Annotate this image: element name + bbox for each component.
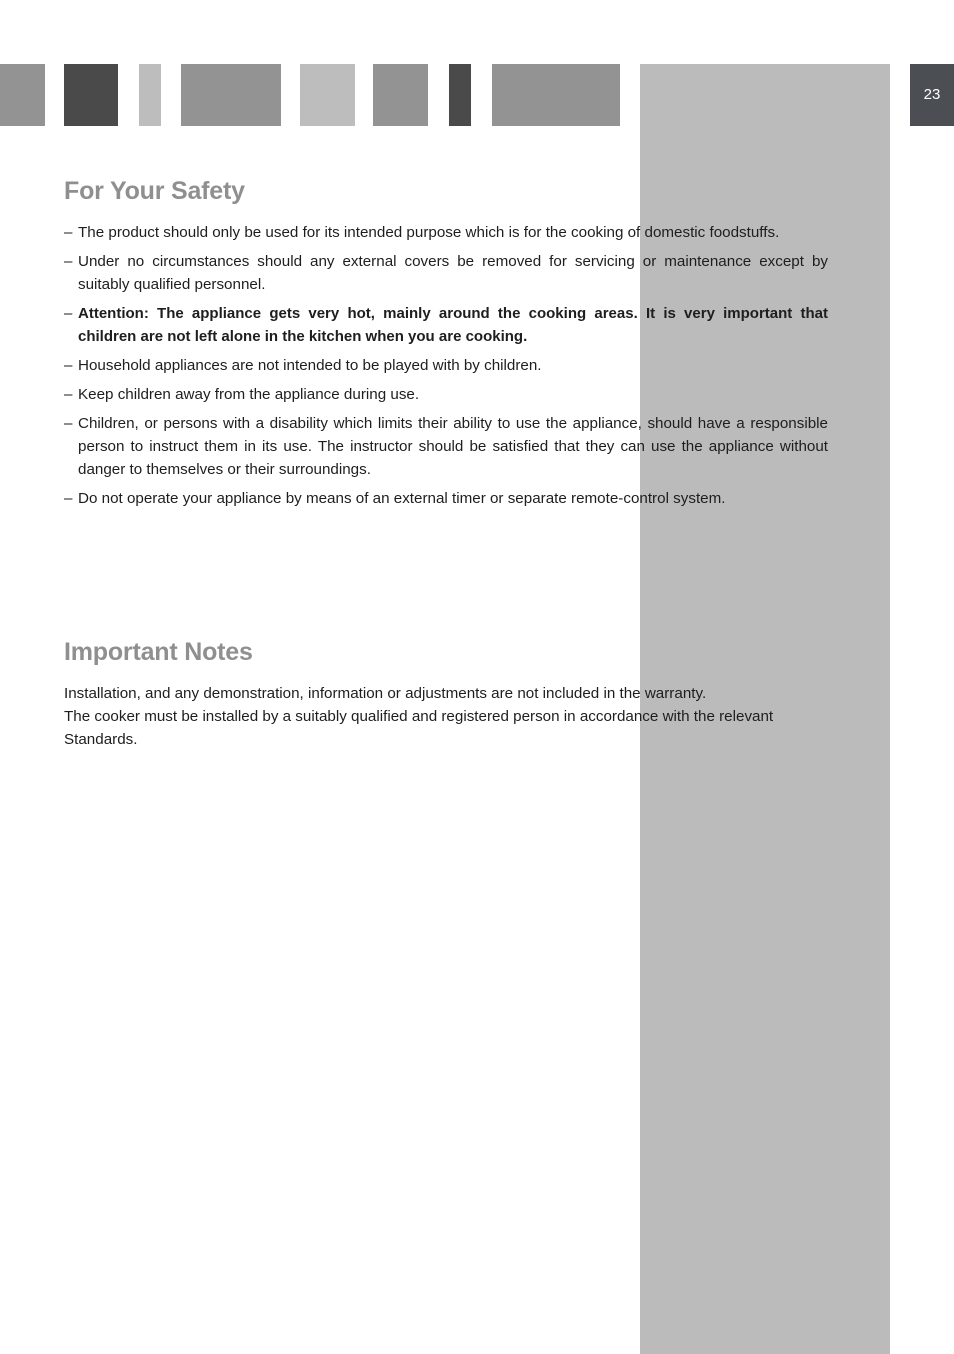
list-item — [64, 250, 828, 296]
list-item — [64, 221, 828, 244]
notes-paragraph: The cooker must be installed by a suitably qualified and registered person in accordance with the relevant Standards. — [64, 708, 774, 748]
header-block-2 — [64, 64, 118, 126]
list-item — [64, 354, 828, 377]
header-block-3 — [139, 64, 161, 126]
notes-heading: Important Notes — [64, 638, 253, 666]
notes-paragraph: Installation, and any demonstration, information or adjustments are not included in the warranty. — [64, 685, 707, 702]
header-block-8 — [492, 64, 620, 126]
list-item-text: Household appliances are not intended to be played with by children. — [78, 357, 542, 374]
list-item-text: The product should only be used for its intended purpose which is for the cooking of domestic foodstuffs. — [78, 224, 780, 241]
list-item — [64, 487, 828, 510]
list-item — [64, 412, 828, 481]
list-item-text: Children, or persons with a disability which limits their ability to use the appliance, should have a responsible person to instruct them in its use. The instructor should be satisfied that they can use the appliance without danger to themselves or their surroundings. — [78, 415, 828, 478]
list-dash: – — [64, 305, 73, 322]
list-item-text: Attention: The appliance gets very hot, mainly around the cooking areas. It is very important that children are not left alone in the kitchen when you are cooking. — [78, 305, 828, 345]
safety-heading: For Your Safety — [64, 177, 245, 205]
safety-list — [64, 221, 828, 516]
list-item-text: Under no circumstances should any external covers be removed for servicing or maintenance except by suitably qualified personnel. — [78, 253, 828, 293]
list-dash: – — [64, 386, 73, 403]
list-item-attention — [64, 302, 828, 348]
notes-body — [64, 682, 828, 751]
list-dash: – — [64, 357, 73, 374]
header-block-4 — [181, 64, 281, 126]
header-block-6 — [373, 64, 428, 126]
page-number: 23 — [910, 64, 954, 126]
list-item — [64, 383, 828, 406]
list-dash: – — [64, 253, 73, 270]
list-item-text: Keep children away from the appliance during use. — [78, 386, 420, 403]
list-dash: – — [64, 415, 73, 432]
header-block-5 — [300, 64, 355, 126]
header-block-1 — [0, 64, 45, 126]
list-item-text: Do not operate your appliance by means of an external timer or separate remote-control system. — [78, 490, 726, 507]
list-dash: – — [64, 224, 73, 241]
header-block-7 — [449, 64, 471, 126]
list-dash: – — [64, 490, 73, 507]
